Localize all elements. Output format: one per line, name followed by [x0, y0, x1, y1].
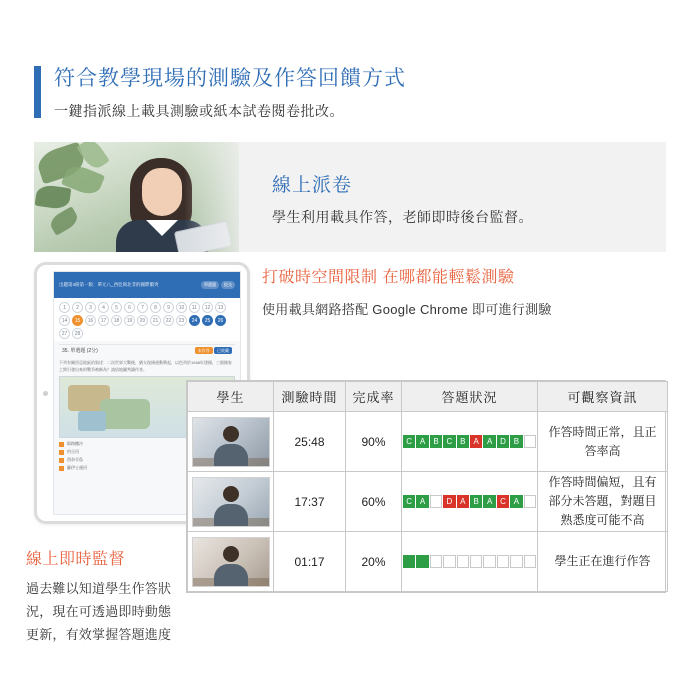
answer-cell-empty: [470, 555, 482, 568]
cell-status: [402, 472, 538, 532]
banner-subtitle: 學生利用載具作答，老師即時後台監督。: [272, 209, 533, 225]
legend-swatch-icon: [59, 450, 64, 455]
answer-cell: B: [470, 495, 482, 508]
question-number[interactable]: 17: [98, 315, 109, 326]
cell-status: [402, 412, 538, 472]
cell-student: [188, 412, 274, 472]
table-row: [188, 412, 668, 472]
question-number-answered[interactable]: 24: [189, 315, 200, 326]
monitor-table: [187, 381, 668, 592]
answer-cell-empty: [483, 555, 495, 568]
question-number[interactable]: 1: [59, 302, 70, 313]
student-head: [223, 546, 239, 562]
question-number[interactable]: 13: [215, 302, 226, 313]
question-number[interactable]: 21: [150, 315, 161, 326]
col-header-rate: 完成率: [346, 382, 402, 412]
cell-time: 01:17: [274, 532, 346, 592]
observation-text: 學生正在進行作答: [554, 554, 651, 568]
cell-info: [538, 472, 668, 532]
banner-title: 線上派卷: [272, 175, 353, 196]
question-number[interactable]: 3: [85, 302, 96, 313]
student-torso: [214, 444, 248, 466]
student-head: [223, 486, 239, 502]
student-avatar: [192, 537, 270, 587]
cell-student: [188, 472, 274, 532]
answer-status-bar: [403, 495, 536, 508]
header-texts: [54, 64, 406, 122]
answer-status-bar: [403, 435, 536, 448]
cell-student: [188, 532, 274, 592]
question-number[interactable]: 12: [202, 302, 213, 313]
answer-cell-empty: [524, 555, 536, 568]
legend-label: 蘇伊士運河: [67, 465, 87, 470]
question-number[interactable]: 9: [163, 302, 174, 313]
question-number[interactable]: 20: [137, 315, 148, 326]
answer-cell-wrong: D: [443, 495, 455, 508]
answer-cell-empty: [510, 555, 522, 568]
student-photo-face: [142, 168, 182, 216]
answer-cell: B: [430, 435, 442, 448]
note-body: 過去難以知道學生作答狀況，現在可透過即時動態更新，有效掌握答題進度: [26, 581, 172, 642]
answer-cell-empty: [524, 435, 536, 448]
map-region: [100, 399, 150, 429]
monitor-table-wrap: [186, 380, 666, 593]
answer-cell-empty: [430, 495, 442, 508]
legend-label: 約旦河: [67, 449, 79, 454]
answer-cell: A: [416, 495, 428, 508]
legend-swatch-icon: [59, 466, 64, 471]
answer-status-bar: [403, 555, 536, 568]
question-number[interactable]: 7: [137, 302, 148, 313]
question-number[interactable]: 5: [111, 302, 122, 313]
answer-cell: B: [510, 435, 522, 448]
question-number[interactable]: 22: [163, 315, 174, 326]
question-number[interactable]: 10: [176, 302, 187, 313]
student-avatar: [192, 477, 270, 527]
question-number[interactable]: 14: [59, 315, 70, 326]
answer-cell-empty: [457, 555, 469, 568]
question-number[interactable]: 2: [72, 302, 83, 313]
table-header-row: [188, 382, 668, 412]
quiz-type-pill[interactable]: 單選題: [201, 281, 219, 289]
legend-label: 西奈半島: [67, 457, 83, 462]
callout-section: [262, 264, 666, 318]
foliage-icon: [35, 184, 72, 211]
question-body-text: 下列有關西亞地區的敘述：二次世界大戰後，猶太復國運動興起，以色列於1948年建國，三個國家之間引發出來的戰爭被稱為？請依地圖判讀作答。: [59, 360, 232, 372]
banner-photo: [34, 142, 239, 252]
note-title: 線上即時監督: [26, 551, 126, 568]
question-section-label: 35. 單選題 (2分): [62, 348, 98, 354]
answer-cell: C: [443, 435, 455, 448]
foliage-icon: [47, 206, 80, 236]
question-section-bar: [59, 344, 235, 356]
table-row: [188, 472, 668, 532]
banner-text: [272, 170, 533, 227]
callout-subtitle: 使用載具網路搭配 Google Chrome 即可進行測驗: [262, 302, 552, 317]
cell-time: 25:48: [274, 412, 346, 472]
answer-cell: A: [483, 495, 495, 508]
answer-cell: C: [403, 495, 415, 508]
banner-strip: [34, 142, 666, 252]
banner-fade: [184, 142, 239, 252]
answer-cell-wrong: C: [497, 495, 509, 508]
legend-label: 耶路撒冷: [67, 441, 83, 446]
question-number[interactable]: 16: [85, 315, 96, 326]
answer-cell-empty: [443, 555, 455, 568]
camera-icon: [43, 391, 48, 396]
answer-cell-empty: [430, 555, 442, 568]
student-avatar: [192, 417, 270, 467]
answer-cell-wrong: A: [457, 495, 469, 508]
cell-info: [538, 532, 668, 592]
page-subtitle: 一鍵指派線上載具測驗或紙本試卷閱卷批改。: [54, 103, 344, 119]
answer-cell: A: [416, 435, 428, 448]
student-head: [223, 426, 239, 442]
answer-cell: A: [510, 495, 522, 508]
accent-bar: [34, 66, 41, 118]
col-header-time: 測驗時間: [274, 382, 346, 412]
bookmarked-tag[interactable]: 已收藏: [214, 347, 232, 354]
answer-cell-wrong: A: [470, 435, 482, 448]
answer-cell-empty: [524, 495, 536, 508]
student-torso: [214, 504, 248, 526]
observation-text: 作答時間正常，且正答率高: [548, 424, 657, 458]
question-number[interactable]: 6: [124, 302, 135, 313]
question-number[interactable]: 27: [59, 328, 70, 339]
cell-time: 17:37: [274, 472, 346, 532]
map-region: [78, 411, 106, 431]
answer-cell-empty: [497, 555, 509, 568]
page-title: 符合教學現場的測驗及作答回饋方式: [54, 67, 406, 90]
question-number[interactable]: 18: [111, 315, 122, 326]
cell-rate: 90%: [346, 412, 402, 472]
question-number-answered[interactable]: 25: [202, 315, 213, 326]
answer-cell: [403, 555, 415, 568]
student-torso: [214, 564, 248, 586]
cell-rate: 60%: [346, 472, 402, 532]
question-number-answered[interactable]: 26: [215, 315, 226, 326]
header-section: [34, 64, 666, 122]
quiz-question-header: 出題第4冊第一版：單元八_西亞與北非的國際衝突: [59, 282, 159, 287]
answer-cell: C: [403, 435, 415, 448]
question-number-row[interactable]: [54, 298, 240, 341]
question-number[interactable]: 19: [124, 315, 135, 326]
unanswered-tag[interactable]: 未作答: [195, 347, 213, 354]
note-section: [26, 546, 176, 646]
question-number[interactable]: 4: [98, 302, 109, 313]
question-number-active[interactable]: 15: [72, 315, 83, 326]
table-row: [188, 532, 668, 592]
answer-cell: B: [457, 435, 469, 448]
quiz-topbar: [54, 272, 240, 298]
cell-info: [538, 412, 668, 472]
legend-swatch-icon: [59, 458, 64, 463]
observation-text: 作答時間偏短，且有部分未答題，對題目熟悉度可能不高: [548, 475, 657, 527]
cell-rate: 20%: [346, 532, 402, 592]
col-header-info: 可觀察資訊: [538, 382, 668, 412]
cell-status: [402, 532, 538, 592]
answer-cell: D: [497, 435, 509, 448]
answer-cell: [416, 555, 428, 568]
legend-swatch-icon: [59, 442, 64, 447]
col-header-student: 學生: [188, 382, 274, 412]
question-number[interactable]: 28: [72, 328, 83, 339]
quiz-submit-pill[interactable]: 提交: [221, 281, 235, 289]
col-header-status: 答題狀況: [402, 382, 538, 412]
question-number[interactable]: 23: [176, 315, 187, 326]
question-number[interactable]: 11: [189, 302, 200, 313]
callout-title: 打破時空間限制 在哪都能輕鬆測驗: [262, 269, 515, 286]
answer-cell: A: [483, 435, 495, 448]
question-number[interactable]: 8: [150, 302, 161, 313]
header-title-row: [34, 64, 666, 122]
